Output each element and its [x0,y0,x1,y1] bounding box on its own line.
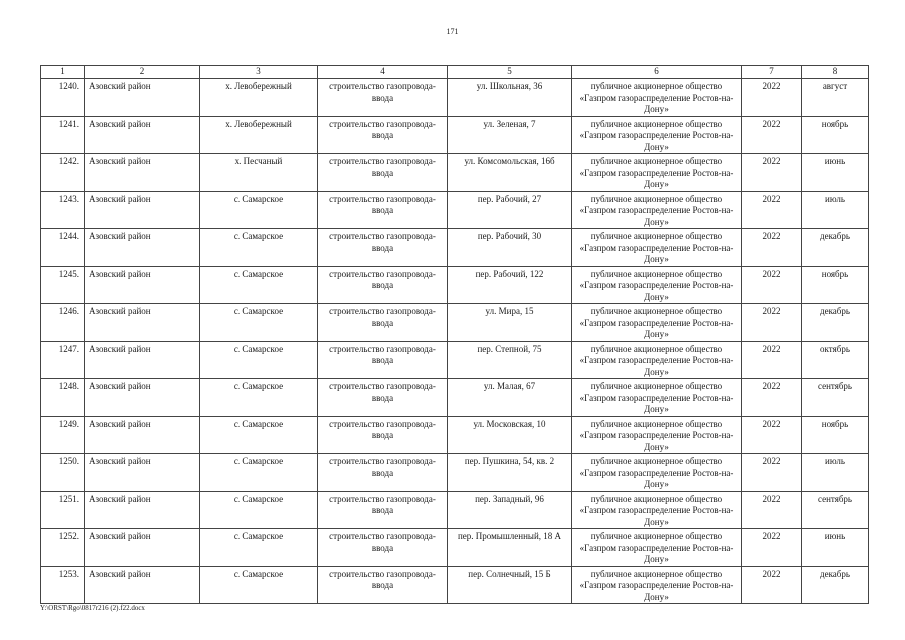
cell-district: Азовский район [85,304,200,342]
data-table [40,65,869,604]
cell-organization: публичное акционерное общество «Газпром газораспределение Ростов-на-Дону» [572,379,742,417]
cell-settlement: с. Самарское [200,379,318,417]
column-header: 2 [85,66,200,79]
cell-row-number: 1243. [41,191,85,229]
cell-month: июнь [802,529,869,567]
cell-organization: публичное акционерное общество «Газпром газораспределение Ростов-на-Дону» [572,79,742,117]
cell-work-type: строительство газопровода-ввода [318,529,448,567]
cell-address: ул. Мира, 15 [448,304,572,342]
cell-row-number: 1250. [41,454,85,492]
table-row [41,116,869,154]
cell-organization: публичное акционерное общество «Газпром газораспределение Ростов-на-Дону» [572,116,742,154]
column-header: 7 [742,66,802,79]
cell-row-number: 1248. [41,379,85,417]
cell-month: июнь [802,154,869,192]
cell-month: июль [802,191,869,229]
cell-year: 2022 [742,266,802,304]
cell-district: Азовский район [85,191,200,229]
cell-month: август [802,79,869,117]
column-header: 3 [200,66,318,79]
cell-row-number: 1246. [41,304,85,342]
page-number: 171 [446,27,459,36]
column-header: 5 [448,66,572,79]
cell-address: ул. Зеленая, 7 [448,116,572,154]
cell-district: Азовский район [85,529,200,567]
column-header: 4 [318,66,448,79]
cell-settlement: с. Самарское [200,491,318,529]
cell-year: 2022 [742,304,802,342]
cell-month: декабрь [802,566,869,604]
cell-month: ноябрь [802,266,869,304]
cell-row-number: 1242. [41,154,85,192]
cell-work-type: строительство газопровода-ввода [318,191,448,229]
cell-year: 2022 [742,454,802,492]
cell-month: сентябрь [802,491,869,529]
cell-work-type: строительство газопровода-ввода [318,454,448,492]
cell-settlement: с. Самарское [200,566,318,604]
table-row [41,191,869,229]
cell-year: 2022 [742,491,802,529]
cell-district: Азовский район [85,341,200,379]
cell-organization: публичное акционерное общество «Газпром газораспределение Ростов-на-Дону» [572,491,742,529]
cell-address: ул. Московская, 10 [448,416,572,454]
cell-settlement: с. Самарское [200,266,318,304]
cell-row-number: 1244. [41,229,85,267]
cell-settlement: х. Песчаный [200,154,318,192]
cell-work-type: строительство газопровода-ввода [318,154,448,192]
table-row [41,154,869,192]
cell-month: октябрь [802,341,869,379]
cell-address: пер. Пушкина, 54, кв. 2 [448,454,572,492]
cell-settlement: х. Левобережный [200,116,318,154]
cell-organization: публичное акционерное общество «Газпром газораспределение Ростов-на-Дону» [572,529,742,567]
cell-year: 2022 [742,229,802,267]
cell-month: декабрь [802,229,869,267]
cell-settlement: х. Левобережный [200,79,318,117]
cell-district: Азовский район [85,491,200,529]
cell-settlement: с. Самарское [200,529,318,567]
cell-organization: публичное акционерное общество «Газпром газораспределение Ростов-на-Дону» [572,454,742,492]
cell-row-number: 1247. [41,341,85,379]
table-row [41,491,869,529]
cell-month: декабрь [802,304,869,342]
cell-organization: публичное акционерное общество «Газпром газораспределение Ростов-на-Дону» [572,154,742,192]
cell-address: ул. Школьная, 36 [448,79,572,117]
cell-settlement: с. Самарское [200,416,318,454]
table-row [41,341,869,379]
cell-address: пер. Степной, 75 [448,341,572,379]
cell-district: Азовский район [85,229,200,267]
table-row [41,529,869,567]
cell-settlement: с. Самарское [200,454,318,492]
header-row [41,66,869,79]
column-header: 8 [802,66,869,79]
table-row [41,229,869,267]
cell-work-type: строительство газопровода-ввода [318,491,448,529]
cell-year: 2022 [742,529,802,567]
table-row [41,304,869,342]
cell-address: пер. Западный, 96 [448,491,572,529]
cell-district: Азовский район [85,116,200,154]
cell-row-number: 1241. [41,116,85,154]
cell-settlement: с. Самарское [200,191,318,229]
cell-organization: публичное акционерное общество «Газпром газораспределение Ростов-на-Дону» [572,191,742,229]
cell-address: пер. Рабочий, 122 [448,266,572,304]
cell-row-number: 1252. [41,529,85,567]
table-row [41,454,869,492]
cell-year: 2022 [742,416,802,454]
cell-work-type: строительство газопровода-ввода [318,266,448,304]
cell-district: Азовский район [85,379,200,417]
cell-work-type: строительство газопровода-ввода [318,304,448,342]
cell-address: пер. Солнечный, 15 Б [448,566,572,604]
cell-month: июль [802,454,869,492]
cell-month: ноябрь [802,116,869,154]
cell-organization: публичное акционерное общество «Газпром газораспределение Ростов-на-Дону» [572,566,742,604]
cell-organization: публичное акционерное общество «Газпром газораспределение Ростов-на-Дону» [572,416,742,454]
cell-organization: публичное акционерное общество «Газпром газораспределение Ростов-на-Дону» [572,266,742,304]
cell-organization: публичное акционерное общество «Газпром газораспределение Ростов-на-Дону» [572,229,742,267]
cell-month: ноябрь [802,416,869,454]
cell-work-type: строительство газопровода-ввода [318,416,448,454]
cell-work-type: строительство газопровода-ввода [318,116,448,154]
table-row [41,79,869,117]
file-path-footer: Y:\ORST\Rgo\0817r216 (2).f22.docx [40,604,145,612]
cell-address: ул. Малая, 67 [448,379,572,417]
cell-year: 2022 [742,379,802,417]
cell-address: пер. Рабочий, 30 [448,229,572,267]
cell-district: Азовский район [85,566,200,604]
table-body [41,79,869,604]
cell-year: 2022 [742,191,802,229]
table-row [41,379,869,417]
cell-work-type: строительство газопровода-ввода [318,229,448,267]
cell-row-number: 1240. [41,79,85,117]
column-header: 6 [572,66,742,79]
cell-year: 2022 [742,79,802,117]
table-row [41,566,869,604]
cell-month: сентябрь [802,379,869,417]
cell-row-number: 1245. [41,266,85,304]
cell-district: Азовский район [85,154,200,192]
cell-row-number: 1253. [41,566,85,604]
cell-organization: публичное акционерное общество «Газпром газораспределение Ростов-на-Дону» [572,341,742,379]
cell-settlement: с. Самарское [200,229,318,267]
cell-year: 2022 [742,566,802,604]
cell-district: Азовский район [85,266,200,304]
cell-work-type: строительство газопровода-ввода [318,566,448,604]
table-row [41,416,869,454]
cell-address: пер. Промышленный, 18 А [448,529,572,567]
cell-address: пер. Рабочий, 27 [448,191,572,229]
cell-district: Азовский район [85,454,200,492]
cell-district: Азовский район [85,416,200,454]
cell-year: 2022 [742,154,802,192]
column-header: 1 [41,66,85,79]
cell-row-number: 1251. [41,491,85,529]
cell-settlement: с. Самарское [200,341,318,379]
cell-year: 2022 [742,116,802,154]
cell-address: ул. Комсомольская, 16б [448,154,572,192]
cell-work-type: строительство газопровода-ввода [318,341,448,379]
table-row [41,266,869,304]
cell-row-number: 1249. [41,416,85,454]
cell-work-type: строительство газопровода-ввода [318,379,448,417]
cell-work-type: строительство газопровода-ввода [318,79,448,117]
cell-settlement: с. Самарское [200,304,318,342]
cell-district: Азовский район [85,79,200,117]
cell-year: 2022 [742,341,802,379]
cell-organization: публичное акционерное общество «Газпром газораспределение Ростов-на-Дону» [572,304,742,342]
